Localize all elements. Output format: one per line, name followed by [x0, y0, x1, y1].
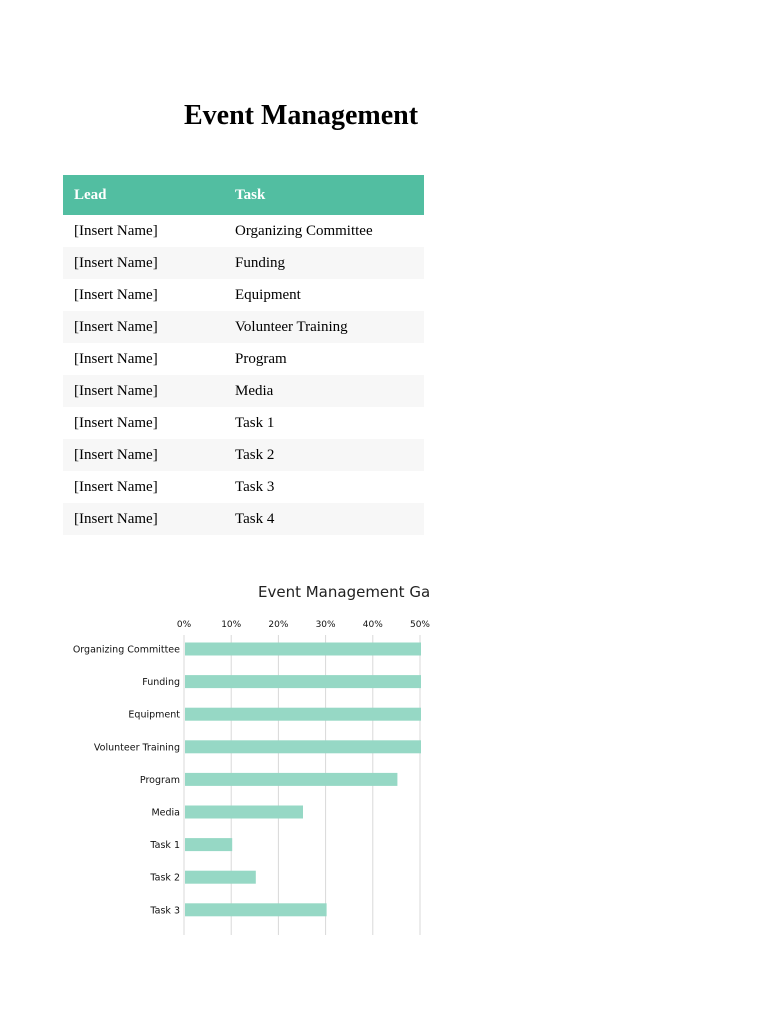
- column-header-task: Task: [224, 175, 424, 215]
- category-label: Organizing Committee: [72, 644, 180, 656]
- lead-cell: [Insert Name]: [63, 439, 224, 471]
- bar: [185, 643, 421, 656]
- x-tick-label: 20%: [268, 620, 289, 630]
- category-label: Task 2: [150, 872, 180, 884]
- bar: [185, 675, 421, 688]
- lead-cell: [Insert Name]: [63, 215, 224, 247]
- bar: [185, 806, 303, 819]
- task-cell: Task 2: [224, 439, 424, 471]
- task-cell: Organizing Committee: [224, 215, 424, 247]
- category-label: Equipment: [128, 709, 180, 721]
- task-table: [63, 175, 424, 535]
- table-row: [63, 375, 424, 407]
- x-tick-label: 50%: [409, 620, 431, 630]
- category-label: Media: [151, 807, 180, 819]
- table-row: [63, 503, 424, 535]
- table-header-row: [63, 175, 424, 215]
- task-cell: Task 4: [224, 503, 424, 535]
- table-row: [63, 343, 424, 375]
- task-cell: Media: [224, 375, 424, 407]
- table-row: [63, 279, 424, 311]
- category-label: Task 1: [150, 840, 180, 852]
- bar: [185, 838, 232, 851]
- table-row: [63, 215, 424, 247]
- task-cell: Program: [224, 343, 424, 375]
- lead-cell: [Insert Name]: [63, 375, 224, 407]
- chart-title: Event Management Ga: [258, 583, 431, 601]
- lead-cell: [Insert Name]: [63, 407, 224, 439]
- table-row: [63, 439, 424, 471]
- lead-cell: [Insert Name]: [63, 471, 224, 503]
- lead-cell: [Insert Name]: [63, 503, 224, 535]
- lead-cell: [Insert Name]: [63, 343, 224, 375]
- category-label: Funding: [142, 677, 180, 689]
- bar: [185, 871, 256, 884]
- category-label: Task 3: [150, 905, 180, 917]
- lead-cell: [Insert Name]: [63, 247, 224, 279]
- bar: [185, 708, 421, 721]
- lead-cell: [Insert Name]: [63, 279, 224, 311]
- gantt-chart: [0, 575, 431, 955]
- table-row: [63, 311, 424, 343]
- task-cell: Funding: [224, 247, 424, 279]
- gantt-chart-plot: [0, 575, 431, 955]
- x-tick-label: 40%: [362, 620, 383, 630]
- table-row: [63, 247, 424, 279]
- x-tick-label: 30%: [315, 620, 336, 630]
- page-title: Event Management: [184, 100, 419, 131]
- lead-cell: [Insert Name]: [63, 311, 224, 343]
- category-label: Program: [139, 774, 180, 786]
- task-cell: Task 1: [224, 407, 424, 439]
- bar: [185, 740, 421, 753]
- table-row: [63, 471, 424, 503]
- task-cell: Equipment: [224, 279, 424, 311]
- category-label: Volunteer Training: [93, 742, 180, 754]
- bar: [185, 773, 397, 786]
- table-row: [63, 407, 424, 439]
- column-header-lead: Lead: [63, 175, 224, 215]
- x-tick-label: 10%: [221, 620, 242, 630]
- bar: [185, 903, 327, 916]
- task-cell: Task 3: [224, 471, 424, 503]
- x-tick-label: 0%: [176, 620, 192, 630]
- task-cell: Volunteer Training: [224, 311, 424, 343]
